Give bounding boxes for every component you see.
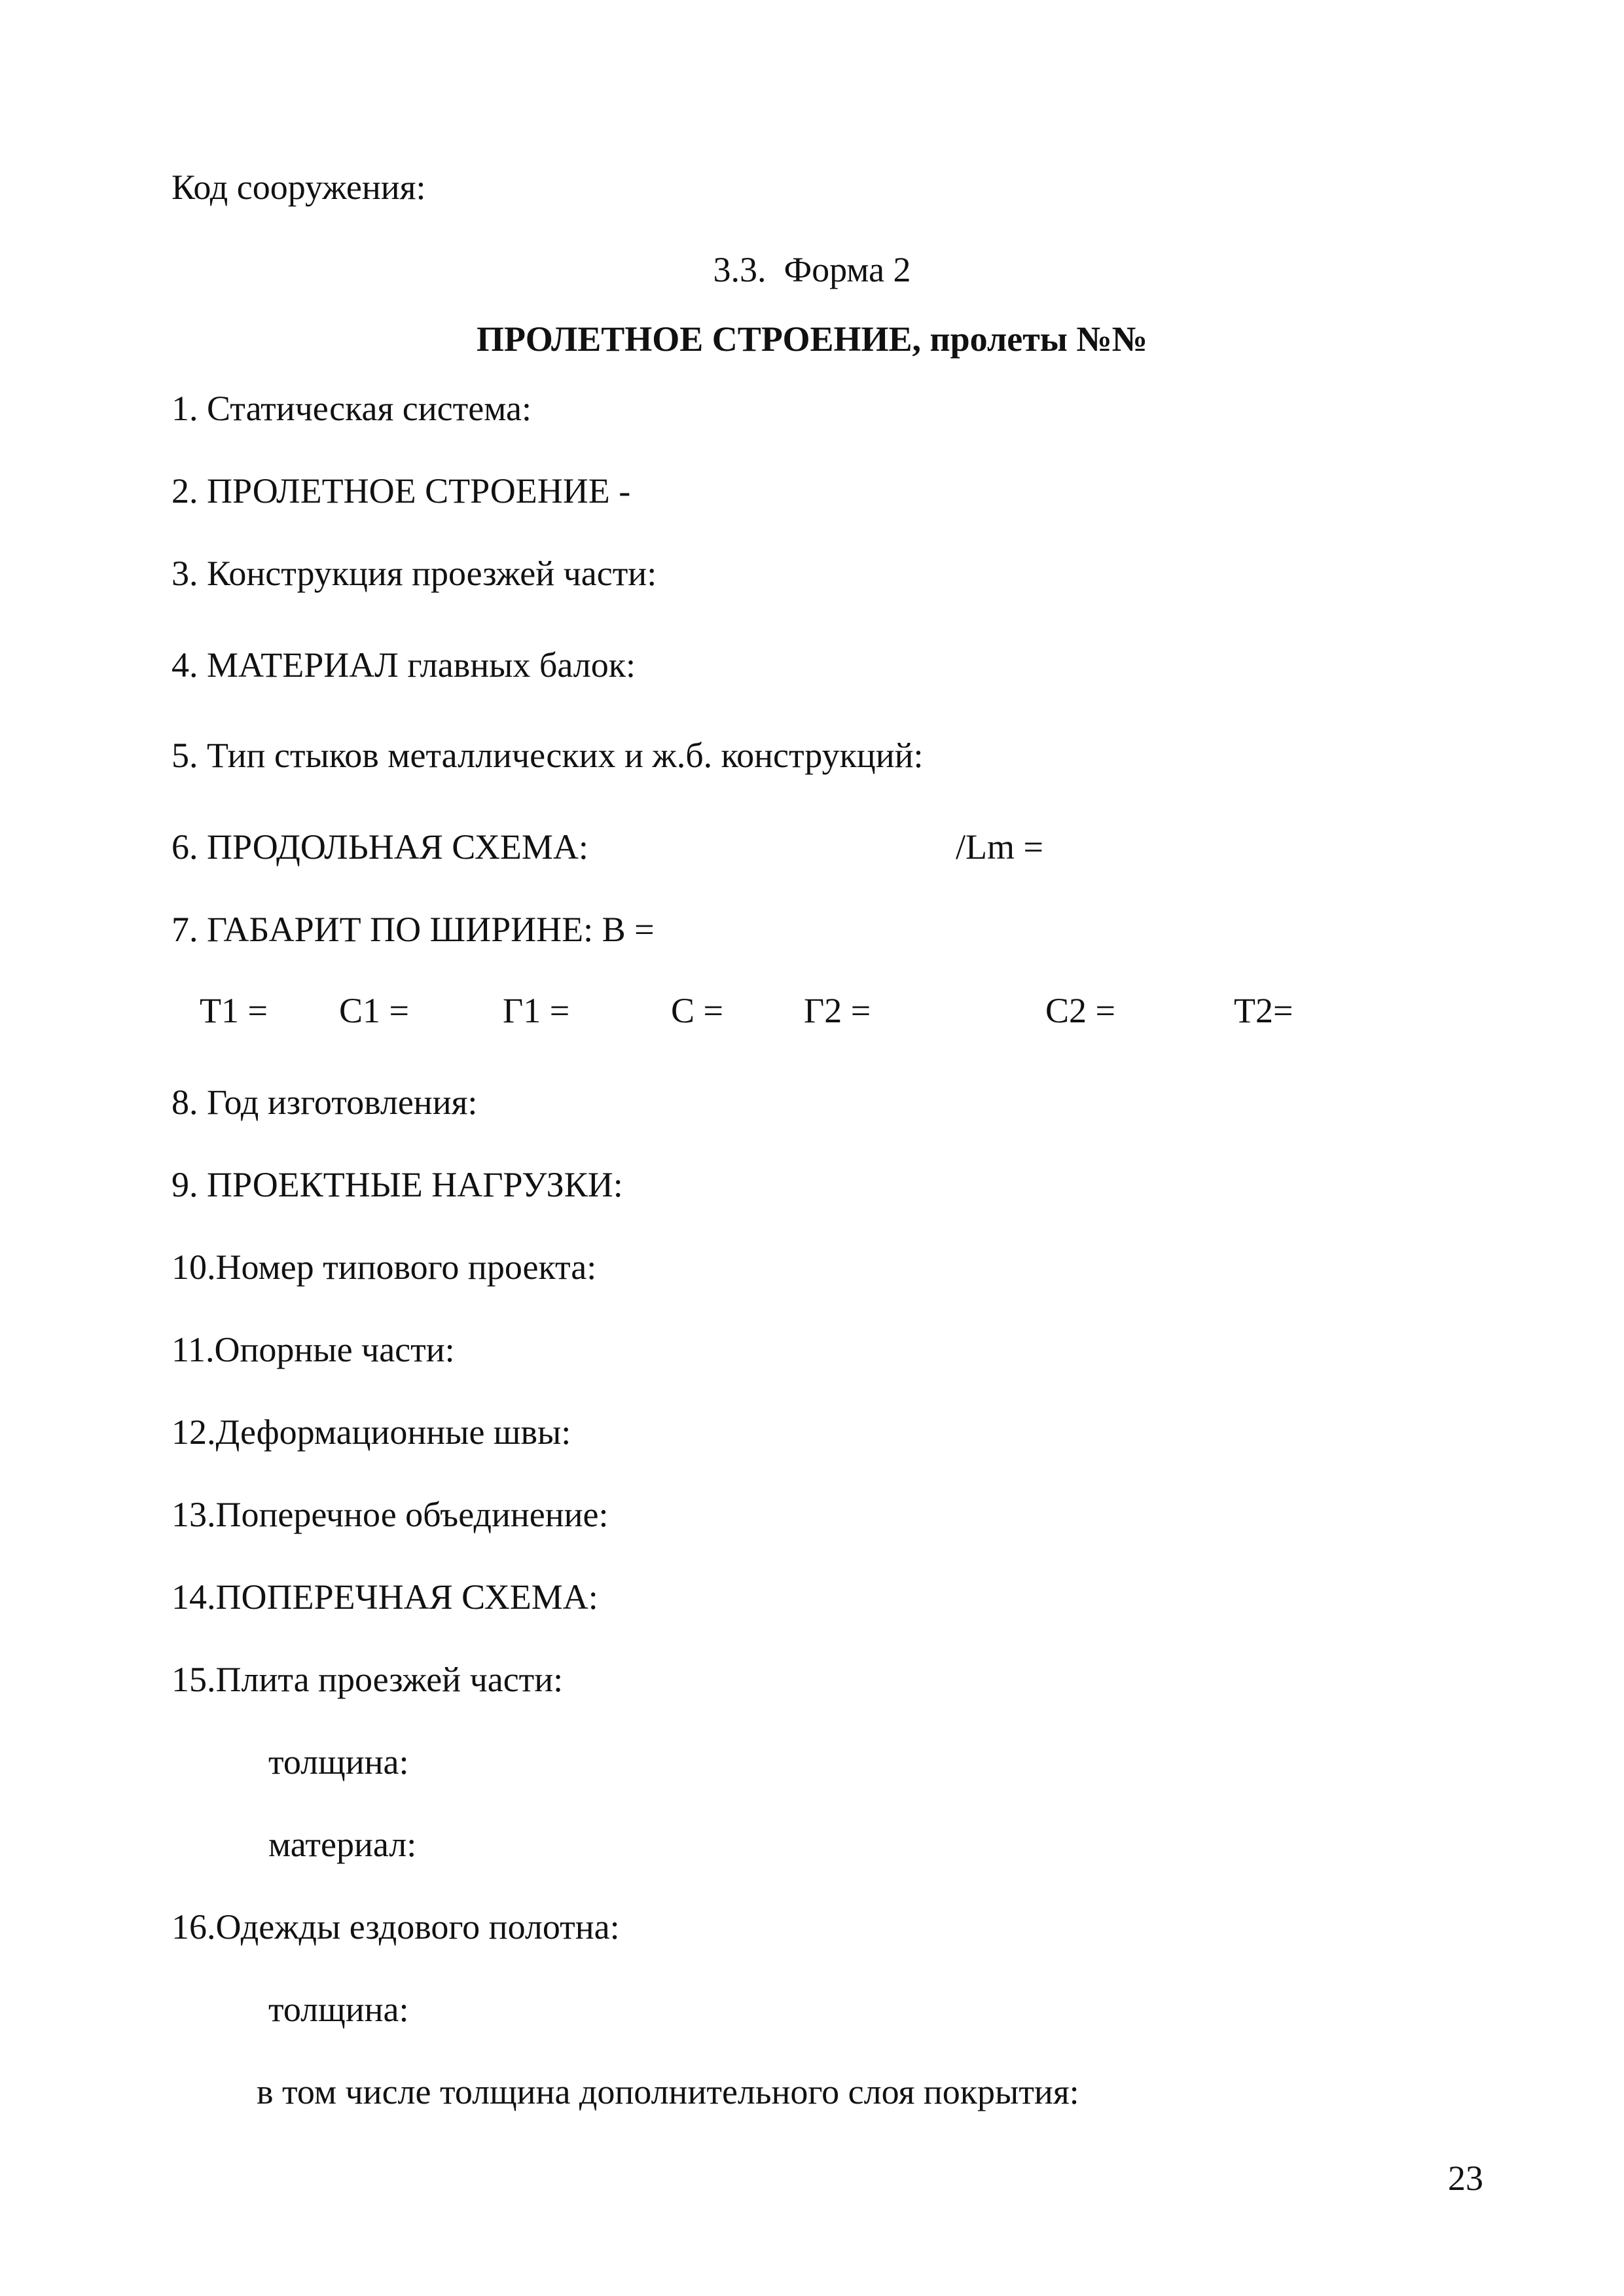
structure-code-label: Код сооружения: (171, 168, 426, 207)
clearance-g1: Г1 = (503, 991, 570, 1030)
item-longitudinal-schema: 6. ПРОДОЛЬНАЯ СХЕМА: (171, 827, 588, 867)
page-number: 23 (1448, 2159, 1483, 2198)
item-main-beam-material: 4. МАТЕРИАЛ главных балок: (171, 645, 636, 685)
plate-thickness-label: толщина: (268, 1742, 409, 1782)
surfacing-thickness-label: толщина: (268, 1990, 409, 2029)
section-heading (0, 249, 1624, 291)
additional-layer-thickness-label: в том числе толщина дополнительного слоя покрытия: (257, 2072, 1079, 2111)
item-deck-construction: 3. Конструкция проезжей части: (171, 554, 657, 593)
item-transverse-schema: 14.ПОПЕРЕЧНАЯ СХЕМА: (171, 1577, 598, 1617)
clearance-t1: T1 = (200, 991, 268, 1030)
item-width-clearance: 7. ГАБАРИТ ПО ШИРИНЕ: B = (171, 910, 655, 949)
item-deck-plate: 15.Плита проезжей части: (171, 1660, 564, 1699)
form-label: Форма 2 (784, 250, 911, 289)
item-joint-types: 5. Тип стыков металлических и ж.б. конструкций: (171, 736, 924, 775)
plate-material-label: материал: (268, 1825, 417, 1864)
item-expansion-joints: 12.Деформационные швы: (171, 1412, 571, 1452)
item-design-loads: 9. ПРОЕКТНЫЕ НАГРУЗКИ: (171, 1165, 623, 1204)
clearance-t2: T2= (1234, 991, 1293, 1030)
section-number: 3.3. (713, 250, 767, 289)
clearance-g2: Г2 = (804, 991, 871, 1030)
document-title: ПРОЛЕТНОЕ СТРОЕНИЕ, пролеты №№ (477, 319, 1147, 359)
clearance-c: C = (671, 991, 723, 1030)
item-static-system: 1. Статическая система: (171, 389, 532, 428)
item-roadway-surfacing: 16.Одежды ездового полотна: (171, 1907, 620, 1946)
item-bearings: 11.Опорные части: (171, 1330, 455, 1369)
clearance-c2: C2 = (1045, 991, 1115, 1030)
item-manufacture-year: 8. Год изготовления: (171, 1083, 478, 1122)
item-typical-project-number: 10.Номер типового проекта: (171, 1247, 597, 1287)
item-span-structure: 2. ПРОЛЕТНОЕ СТРОЕНИЕ - (171, 471, 631, 511)
item-transverse-connection: 13.Поперечное объединение: (171, 1495, 609, 1534)
clearance-c1: C1 = (339, 991, 409, 1030)
schema-lm-label: /Lm = (956, 827, 1043, 867)
